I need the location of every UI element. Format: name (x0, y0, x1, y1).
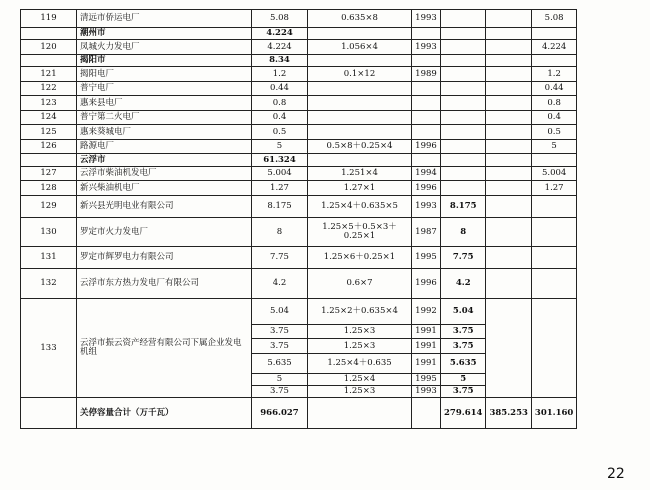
plant-name-cell: 罗定市辉罗电力有限公司 (77, 247, 252, 269)
capacity-cell: 4.224 (252, 40, 308, 55)
unit-config-cell: 1.25×4 (308, 374, 412, 386)
plant-row (21, 166, 577, 181)
shutdown-2010-cell (486, 269, 531, 299)
year-cell: 1989 (412, 67, 441, 82)
shutdown-2010-cell (486, 110, 531, 125)
year-cell: 1992 (412, 298, 441, 324)
unit-config-cell: 1.251×4 (308, 166, 412, 181)
shutdown-2010-cell (486, 195, 531, 217)
empty-cell (441, 54, 486, 67)
shutdown-2011-cell: 0.4 (531, 110, 576, 125)
capacity-cell: 0.5 (252, 125, 308, 140)
capacity-cell: 0.4 (252, 110, 308, 125)
city-capacity-cell: 61.324 (252, 154, 308, 167)
empty-cell (441, 27, 486, 40)
shutdown-2011-cell (531, 195, 576, 217)
empty-cell (412, 27, 441, 40)
row-number-cell: 122 (21, 81, 77, 96)
shutdown-2011-cell: 0.8 (531, 96, 576, 111)
total-capacity-cell: 966.027 (252, 398, 308, 429)
shutdown-2009-cell (441, 96, 486, 111)
total-label-cell: 关停容量合计（万千瓦） (77, 398, 252, 429)
row-number-cell: 119 (21, 10, 77, 28)
shutdown-2010-cell (486, 139, 531, 154)
plant-row (21, 181, 577, 196)
shutdown-2011-cell (531, 269, 576, 299)
shutdown-2009-cell (441, 81, 486, 96)
shutdown-2009-cell: 3.75 (441, 339, 486, 354)
capacity-cell: 1.27 (252, 181, 308, 196)
empty-cell (531, 298, 576, 398)
year-cell: 1991 (412, 324, 441, 339)
city-subtotal-row (21, 154, 577, 167)
capacity-cell: 5 (252, 139, 308, 154)
shutdown-2011-cell: 5.08 (531, 10, 576, 28)
shutdown-2009-cell: 4.2 (441, 269, 486, 299)
shutdown-2009-cell: 3.75 (441, 324, 486, 339)
capacity-cell: 0.8 (252, 96, 308, 111)
empty-cell (531, 27, 576, 40)
plant-row (21, 110, 577, 125)
unit-config-cell: 1.25×3 (308, 386, 412, 398)
row-number-cell (21, 27, 77, 40)
shutdown-2010-cell (486, 181, 531, 196)
city-name-cell: 揭阳市 (77, 54, 252, 67)
capacity-cell: 3.75 (252, 324, 308, 339)
plant-name-cell: 惠来县电厂 (77, 96, 252, 111)
year-cell: 1993 (412, 40, 441, 55)
empty-cell (412, 398, 441, 429)
city-name-cell: 潮州市 (77, 27, 252, 40)
capacity-cell: 8 (252, 217, 308, 247)
shutdown-2009-cell: 8 (441, 217, 486, 247)
shutdown-2010-cell (486, 96, 531, 111)
plant-row (21, 247, 577, 269)
row-number-cell: 131 (21, 247, 77, 269)
shutdown-2011-cell (531, 217, 576, 247)
plant-name-cell: 揭阳电厂 (77, 67, 252, 82)
empty-cell (486, 27, 531, 40)
row-number-cell (21, 154, 77, 167)
unit-config-cell: 0.1×12 (308, 67, 412, 82)
shutdown-2009-cell (441, 40, 486, 55)
row-number-cell: 127 (21, 166, 77, 181)
unit-config-cell: 0.6×7 (308, 269, 412, 299)
shutdown-2009-cell: 5.635 (441, 353, 486, 374)
unit-config-cell: 1.27×1 (308, 181, 412, 196)
unit-config-cell: 1.25×6＋0.25×1 (308, 247, 412, 269)
shutdown-2009-cell: 5.04 (441, 298, 486, 324)
year-cell: 1993 (412, 386, 441, 398)
plant-name-cell: 云浮市振云资产经营有限公司下属企业发电机组 (77, 298, 252, 398)
year-cell: 1994 (412, 166, 441, 181)
unit-config-cell: 1.25×4＋0.635×5 (308, 195, 412, 217)
empty-cell (531, 154, 576, 167)
year-cell: 1996 (412, 181, 441, 196)
unit-config-cell: 1.25×3 (308, 339, 412, 354)
total-row (21, 398, 577, 429)
year-cell: 1993 (412, 10, 441, 28)
shutdown-2009-cell (441, 139, 486, 154)
shutdown-2009-cell (441, 67, 486, 82)
shutdown-2009-cell: 8.175 (441, 195, 486, 217)
total-2009-cell: 279.614 (441, 398, 486, 429)
empty-cell (486, 154, 531, 167)
capacity-cell: 5.04 (252, 298, 308, 324)
shutdown-2011-cell: 0.5 (531, 125, 576, 140)
unit-config-cell: 1.25×5＋0.5×3＋0.25×1 (308, 217, 412, 247)
row-number-cell: 128 (21, 181, 77, 196)
city-subtotal-row (21, 27, 577, 40)
row-number-cell (21, 398, 77, 429)
city-subtotal-row (21, 54, 577, 67)
unit-config-cell: 0.5×8＋0.25×4 (308, 139, 412, 154)
empty-cell (412, 154, 441, 167)
shutdown-2009-cell: 3.75 (441, 386, 486, 398)
shutdown-2010-cell (486, 217, 531, 247)
city-capacity-cell: 8.34 (252, 54, 308, 67)
unit-config-cell: 1.25×4＋0.635 (308, 353, 412, 374)
year-cell (412, 125, 441, 140)
empty-cell (486, 298, 531, 398)
capacity-cell: 5.004 (252, 166, 308, 181)
shutdown-2010-cell (486, 40, 531, 55)
year-cell (412, 110, 441, 125)
plant-row (21, 96, 577, 111)
unit-config-cell: 1.056×4 (308, 40, 412, 55)
row-number-cell: 132 (21, 269, 77, 299)
empty-cell (308, 398, 412, 429)
capacity-cell: 7.75 (252, 247, 308, 269)
shutdown-2011-cell: 5 (531, 139, 576, 154)
empty-cell (308, 154, 412, 167)
plant-name-cell: 新兴柴油机电厂 (77, 181, 252, 196)
shutdown-2011-cell: 1.2 (531, 67, 576, 82)
plant-name-cell: 云浮市东方热力发电厂有限公司 (77, 269, 252, 299)
plant-row (21, 67, 577, 82)
plant-name-cell: 普宁第二火电厂 (77, 110, 252, 125)
city-capacity-cell: 4.224 (252, 27, 308, 40)
group-unit-row (21, 298, 577, 324)
shutdown-2010-cell (486, 81, 531, 96)
capacity-cell: 5 (252, 374, 308, 386)
shutdown-2009-cell (441, 110, 486, 125)
shutdown-2009-cell (441, 10, 486, 28)
capacity-cell: 5.08 (252, 10, 308, 28)
plant-row (21, 195, 577, 217)
row-number-cell: 129 (21, 195, 77, 217)
shutdown-2010-cell (486, 125, 531, 140)
year-cell (412, 81, 441, 96)
plant-name-cell: 惠来葵城电厂 (77, 125, 252, 140)
year-cell: 1995 (412, 374, 441, 386)
capacity-cell: 8.175 (252, 195, 308, 217)
plant-row (21, 81, 577, 96)
plant-row (21, 139, 577, 154)
unit-config-cell: 0.635×8 (308, 10, 412, 28)
plant-name-cell: 路源电厂 (77, 139, 252, 154)
shutdown-2010-cell (486, 67, 531, 82)
empty-cell (531, 54, 576, 67)
row-number-cell: 130 (21, 217, 77, 247)
row-number-cell (21, 54, 77, 67)
unit-config-cell: 1.25×3 (308, 324, 412, 339)
unit-config-cell (308, 125, 412, 140)
shutdown-2009-cell (441, 166, 486, 181)
unit-config-cell: 1.25×2＋0.635×4 (308, 298, 412, 324)
plant-row (21, 10, 577, 28)
shutdown-2010-cell (486, 166, 531, 181)
shutdown-2009-cell: 5 (441, 374, 486, 386)
shutdown-2010-cell (486, 247, 531, 269)
plant-name-cell: 罗定市火力发电厂 (77, 217, 252, 247)
plant-name-cell: 清远市侨运电厂 (77, 10, 252, 28)
shutdown-2009-cell (441, 125, 486, 140)
plant-name-cell: 凤城火力发电厂 (77, 40, 252, 55)
unit-config-cell (308, 81, 412, 96)
row-number-cell: 126 (21, 139, 77, 154)
total-2010-cell: 385.253 (486, 398, 531, 429)
shutdown-2011-cell: 5.004 (531, 166, 576, 181)
shutdown-2009-cell (441, 181, 486, 196)
total-2011-cell: 301.160 (531, 398, 576, 429)
empty-cell (308, 54, 412, 67)
capacity-cell: 0.44 (252, 81, 308, 96)
year-cell: 1991 (412, 353, 441, 374)
shutdown-2011-cell: 0.44 (531, 81, 576, 96)
row-number-cell: 124 (21, 110, 77, 125)
capacity-cell: 4.2 (252, 269, 308, 299)
plant-row (21, 125, 577, 140)
empty-cell (412, 54, 441, 67)
year-cell: 1996 (412, 139, 441, 154)
plant-row (21, 269, 577, 299)
shutdown-2011-cell: 4.224 (531, 40, 576, 55)
shutdown-2009-cell: 7.75 (441, 247, 486, 269)
plant-name-cell: 新兴县光明电业有限公司 (77, 195, 252, 217)
plant-row (21, 40, 577, 55)
capacity-cell: 3.75 (252, 386, 308, 398)
empty-cell (441, 154, 486, 167)
page-number: 22 (607, 466, 625, 482)
capacity-cell: 5.635 (252, 353, 308, 374)
unit-config-cell (308, 96, 412, 111)
year-cell: 1987 (412, 217, 441, 247)
year-cell: 1996 (412, 269, 441, 299)
plant-name-cell: 云浮市柴油机发电厂 (77, 166, 252, 181)
shutdown-2011-cell: 1.27 (531, 181, 576, 196)
row-number-cell: 120 (21, 40, 77, 55)
capacity-cell: 1.2 (252, 67, 308, 82)
empty-cell (486, 54, 531, 67)
plant-row (21, 217, 577, 247)
year-cell: 1993 (412, 195, 441, 217)
row-number-cell: 123 (21, 96, 77, 111)
row-number-cell: 121 (21, 67, 77, 82)
unit-config-cell (308, 110, 412, 125)
row-number-cell: 133 (21, 298, 77, 398)
year-cell: 1991 (412, 339, 441, 354)
shutdown-2010-cell (486, 10, 531, 28)
plant-name-cell: 普宁电厂 (77, 81, 252, 96)
empty-cell (308, 27, 412, 40)
row-number-cell: 125 (21, 125, 77, 140)
year-cell (412, 96, 441, 111)
year-cell: 1995 (412, 247, 441, 269)
city-name-cell: 云浮市 (77, 154, 252, 167)
shutdown-units-table (20, 9, 577, 429)
capacity-cell: 3.75 (252, 339, 308, 354)
shutdown-2011-cell (531, 247, 576, 269)
